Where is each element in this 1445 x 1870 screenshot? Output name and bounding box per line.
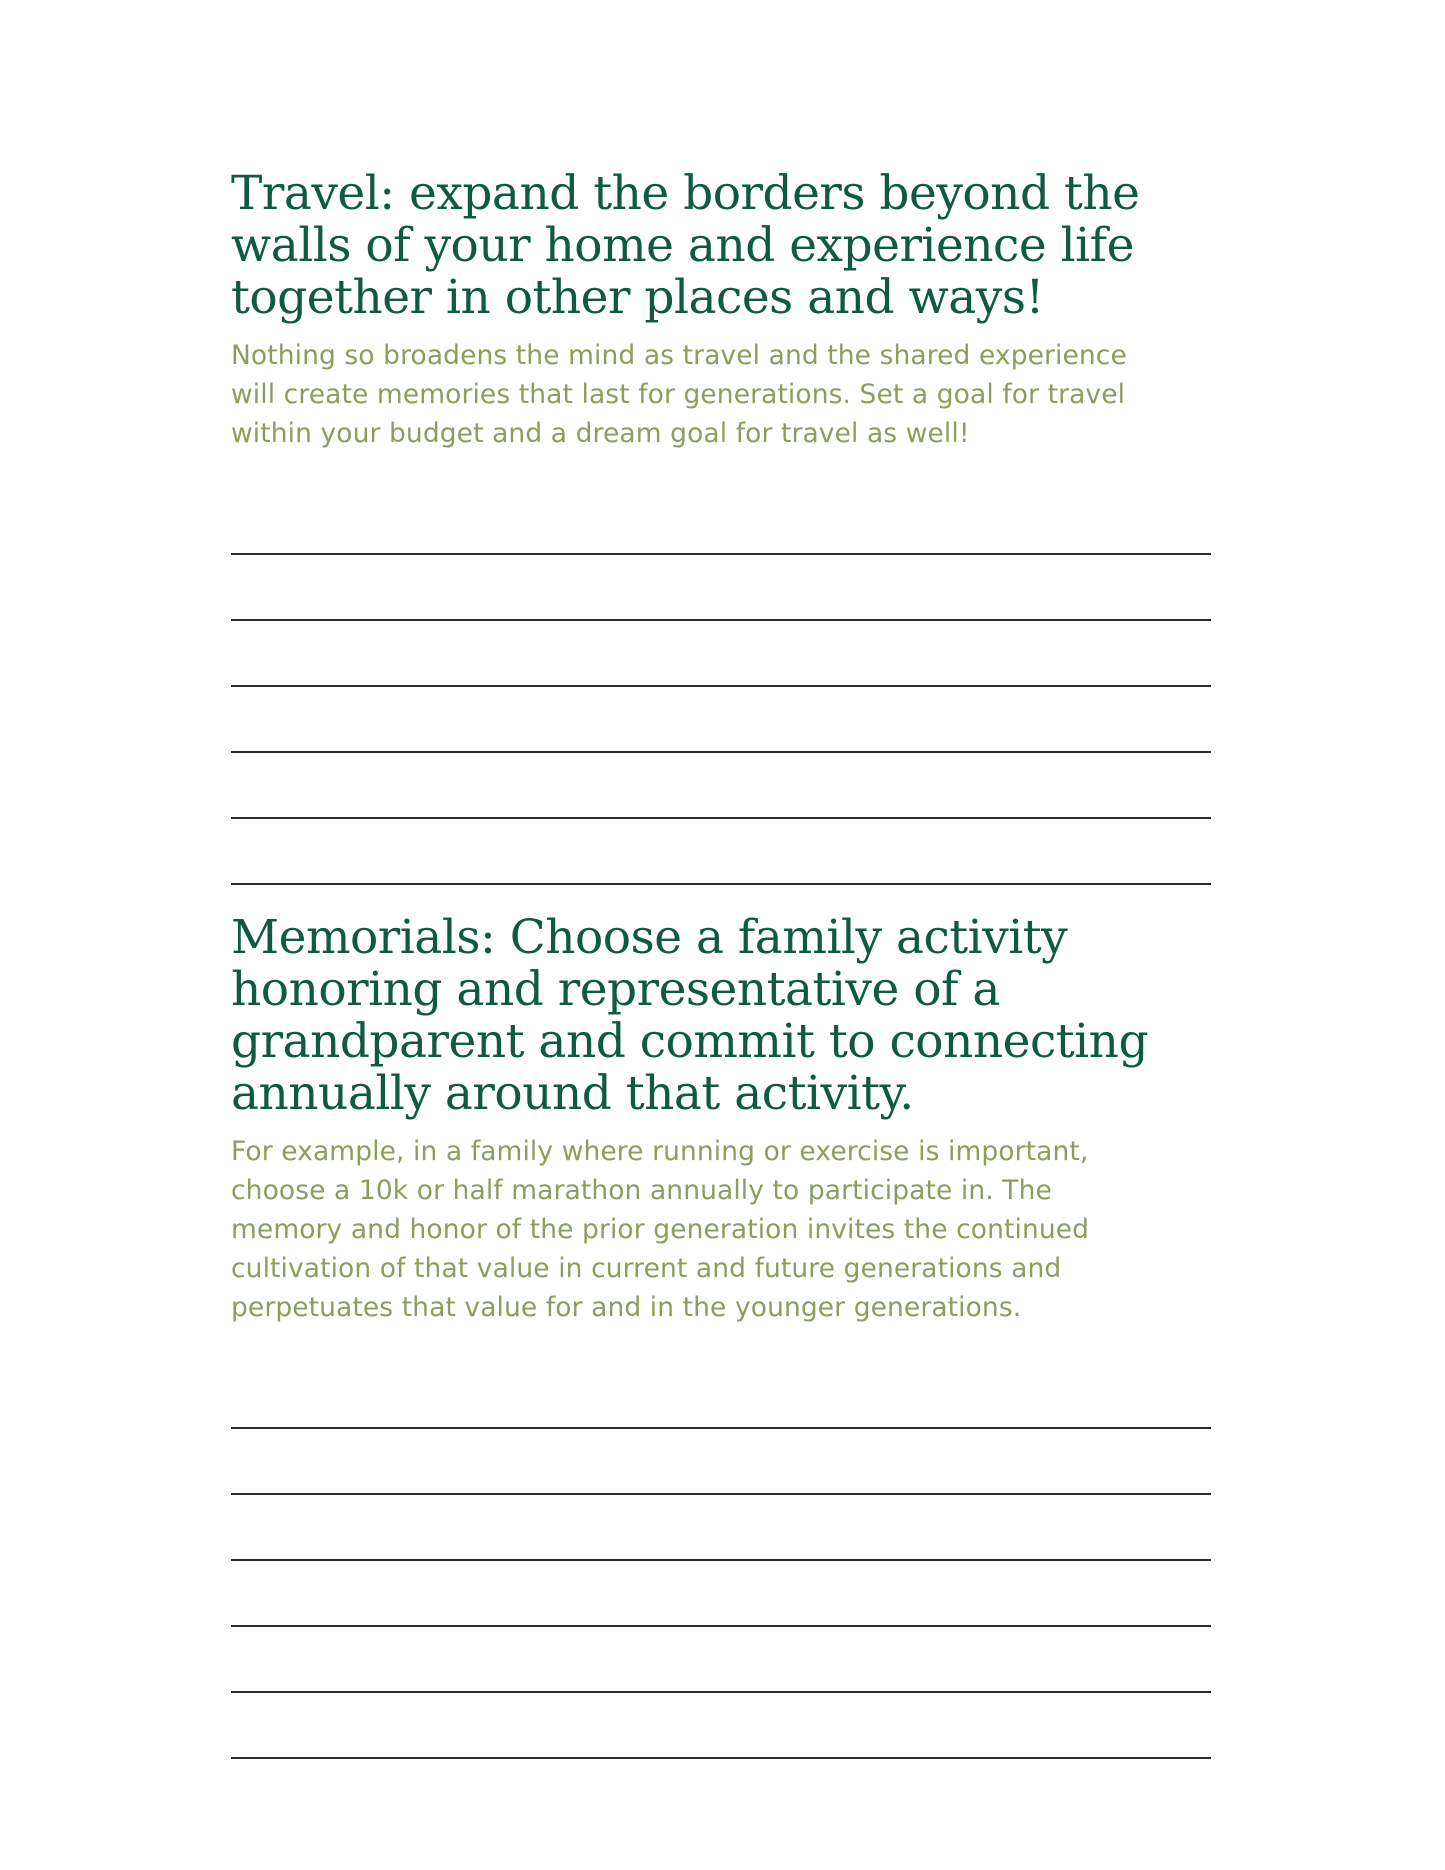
writing-line[interactable] <box>231 1627 1211 1693</box>
memorials-description-line: memory and honor of the prior generation invites the continued <box>231 1214 1090 1245</box>
travel-description <box>231 336 1211 453</box>
travel-heading-line: Travel: expand the borders beyond the <box>231 166 1140 221</box>
writing-line[interactable] <box>231 1561 1211 1627</box>
travel-description-line: will create memories that last for generations. Set a goal for travel <box>231 379 1126 410</box>
writing-line[interactable] <box>231 489 1211 555</box>
writing-line[interactable] <box>231 1693 1211 1759</box>
memorials-heading-line: grandparent and commit to connecting <box>231 1014 1149 1069</box>
travel-heading-line: together in other places and ways! <box>231 270 1044 325</box>
writing-line[interactable] <box>231 819 1211 885</box>
memorials-description-line: For example, in a family where running or exercise is important, <box>231 1136 1089 1167</box>
writing-line[interactable] <box>231 1495 1211 1561</box>
writing-line[interactable] <box>231 621 1211 687</box>
travel-heading <box>231 168 1211 324</box>
travel-description-line: Nothing so broadens the mind as travel and the shared experience <box>231 340 1127 371</box>
memorials-heading <box>231 912 1211 1120</box>
writing-line[interactable] <box>231 1429 1211 1495</box>
memorials-writing-lines <box>231 1363 1211 1759</box>
travel-heading-line: walls of your home and experience life <box>231 218 1134 273</box>
travel-section <box>231 168 1211 885</box>
memorials-section <box>231 912 1211 1759</box>
travel-description-line: within your budget and a dream goal for travel as well! <box>231 418 970 449</box>
writing-line[interactable] <box>231 687 1211 753</box>
memorials-heading-line: annually around that activity. <box>231 1066 914 1121</box>
writing-line[interactable] <box>231 1363 1211 1429</box>
memorials-description-line: cultivation of that value in current and future generations and <box>231 1253 1062 1284</box>
travel-writing-lines <box>231 489 1211 885</box>
writing-line[interactable] <box>231 753 1211 819</box>
memorials-description-line: perpetuates that value for and in the younger generations. <box>231 1292 1022 1323</box>
memorials-description-line: choose a 10k or half marathon annually to participate in. The <box>231 1175 1052 1206</box>
memorials-heading-line: Memorials: Choose a family activity <box>231 910 1068 965</box>
memorials-heading-line: honoring and representative of a <box>231 962 1000 1017</box>
memorials-description <box>231 1132 1211 1327</box>
writing-line[interactable] <box>231 555 1211 621</box>
